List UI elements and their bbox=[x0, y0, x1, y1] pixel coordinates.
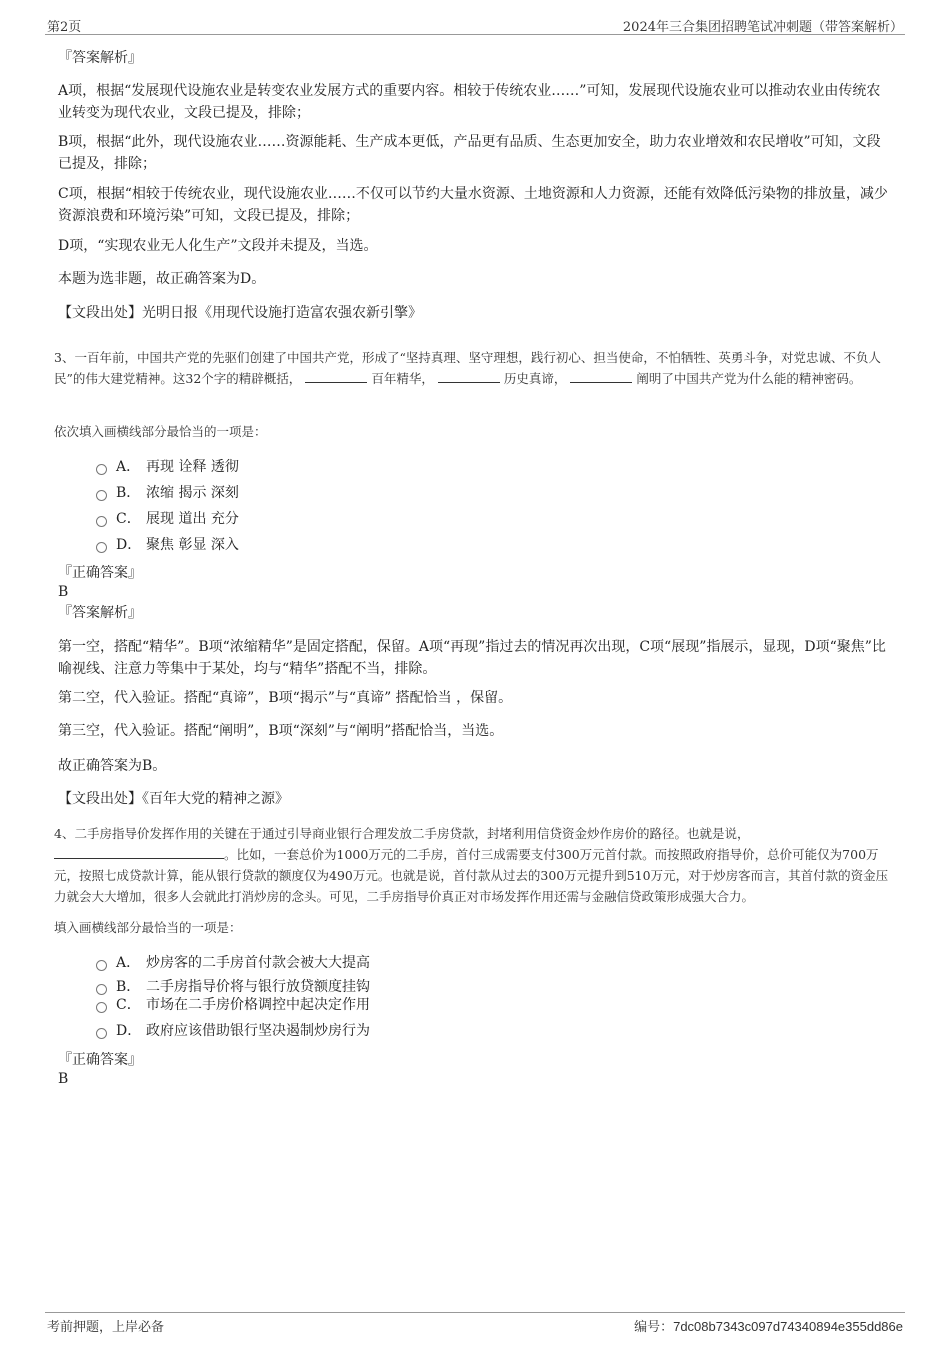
radio-icon[interactable] bbox=[96, 516, 107, 527]
document-id-label: 编号： bbox=[634, 1320, 674, 1335]
radio-icon[interactable] bbox=[96, 1028, 107, 1039]
q4-option-c[interactable] bbox=[96, 995, 370, 1015]
footer-slogan: 考前押题，上岸必备 bbox=[47, 1320, 165, 1335]
q3-answer: B bbox=[58, 584, 69, 600]
q3-prompt: 依次填入画横线部分最恰当的一项是： bbox=[54, 424, 267, 439]
q3-option-c[interactable] bbox=[96, 509, 239, 529]
q4-stem-part2: 。比如，一套总价为1000万元的二手房，首付三成需要支付300万元首付款。而按照政府指导价，总价可能仅为700万元，按照七成贷款计算，能从银行贷款的额度仅为490万元。也就是说，首付款从过去的300万元提升到510万元，对于炒房客而言，其首付款的资金压力就会大大增加，很多人会就此打消炒房的念头。可见，二手房指导价真正对市场发挥作用还需与金融信贷政策形成强大合力。 bbox=[54, 847, 889, 904]
option-text: 浓缩 揭示 深刻 bbox=[146, 485, 239, 501]
q4-option-d[interactable] bbox=[96, 1021, 370, 1041]
option-letter: B． bbox=[116, 979, 141, 995]
page-header bbox=[45, 14, 905, 35]
q3-stem-part4: 阐明了中国共产党为什么能的精神密码。 bbox=[636, 371, 862, 386]
q4-answer: B bbox=[58, 1071, 69, 1087]
q4-option-b[interactable] bbox=[96, 977, 370, 997]
q2-analysis-d: D项，“实现农业无人化生产”文段并未提及，当选。 bbox=[58, 238, 378, 254]
q3-analysis-label: 『答案解析』 bbox=[58, 605, 142, 621]
q3-stem-part2: 百年精华， bbox=[371, 371, 434, 386]
q2-analysis-a: A项，根据“发展现代设施农业是转变农业发展方式的重要内容。相较于传统农业……”可知，发展现代设施农业可以推动农业由传统农业转变为现代农业，文段已提及，排除； bbox=[58, 83, 881, 121]
page-number: 第2页 bbox=[47, 20, 82, 35]
q3-stem-part1: 3、一百年前，中国共产党的先驱们创建了中国共产党，形成了“坚持真理、坚守理想，践行初心、担当使命，不怕牺牲、英勇斗争，对党忠诚、不负人民”的伟大建党精神。这32个字的精辟概括， bbox=[54, 350, 881, 386]
q2-analysis-label: 『答案解析』 bbox=[58, 50, 142, 66]
q4-answer-label: 『正确答案』 bbox=[58, 1052, 142, 1068]
q3-option-d[interactable] bbox=[96, 535, 239, 555]
option-text: 政府应该借助银行坚决遏制炒房行为 bbox=[146, 1023, 370, 1039]
radio-icon[interactable] bbox=[96, 984, 107, 995]
option-letter: D． bbox=[116, 1023, 142, 1039]
q2-analysis-c: C项，根据“相较于传统农业，现代设施农业……不仅可以节约大量水资源、土地资源和人力资源，还能有效降低污染物的排放量，减少资源浪费和环境污染”可知，文段已提及，排除； bbox=[58, 186, 888, 224]
radio-icon[interactable] bbox=[96, 490, 107, 501]
q3-analysis-3: 第三空，代入验证。搭配“阐明”，B项“深刻”与“阐明”搭配恰当，当选。 bbox=[58, 723, 504, 739]
radio-icon[interactable] bbox=[96, 542, 107, 553]
q3-stem bbox=[54, 347, 894, 389]
radio-icon[interactable] bbox=[96, 960, 107, 971]
q4-prompt: 填入画横线部分最恰当的一项是： bbox=[54, 920, 242, 935]
option-letter: B． bbox=[116, 485, 141, 501]
q3-blank-3 bbox=[570, 370, 632, 383]
document-id-value: 7dc08b7343c097d74340894e355dd86e bbox=[673, 1319, 903, 1334]
option-text: 展现 道出 充分 bbox=[146, 511, 239, 527]
option-text: 再现 诠释 透彻 bbox=[146, 459, 239, 475]
q3-analysis-2: 第二空，代入验证。搭配“真谛”，B项“揭示”与“真谛” 搭配恰当 ，保留。 bbox=[58, 690, 513, 706]
page-footer bbox=[45, 1312, 905, 1337]
q3-blank-1 bbox=[305, 370, 367, 383]
q3-source: 【文段出处】《百年大党的精神之源》 bbox=[58, 791, 289, 807]
option-letter: C． bbox=[116, 511, 141, 527]
q3-blank-2 bbox=[438, 370, 500, 383]
option-letter: C． bbox=[116, 997, 141, 1013]
q4-stem bbox=[54, 823, 894, 907]
q3-option-a[interactable] bbox=[96, 457, 239, 477]
q2-source: 【文段出处】光明日报《用现代设施打造富农强农新引擎》 bbox=[58, 305, 422, 321]
q2-conclusion: 本题为选非题，故正确答案为D。 bbox=[58, 271, 266, 287]
q3-answer-label: 『正确答案』 bbox=[58, 565, 142, 581]
radio-icon[interactable] bbox=[96, 1002, 107, 1013]
option-letter: D． bbox=[116, 537, 142, 553]
q2-analysis-b: B项，根据“此外，现代设施农业……资源能耗、生产成本更低，产品更有品质、生态更加安全，助力农业增效和农民增收”可知，文段已提及，排除； bbox=[58, 134, 881, 172]
q4-stem-part1: 4、二手房指导价发挥作用的关键在于通过引导商业银行合理发放二手房贷款，封堵利用信贷资金炒作房价的路径。也就是说， bbox=[54, 826, 750, 841]
q3-analysis-4: 故正确答案为B。 bbox=[58, 758, 167, 774]
document-title: 2024年三合集团招聘笔试冲刺题（带答案解析） bbox=[622, 20, 903, 35]
option-text: 二手房指导价将与银行放贷额度挂钩 bbox=[146, 979, 370, 995]
q4-blank bbox=[54, 846, 224, 859]
option-text: 聚焦 彰显 深入 bbox=[146, 537, 239, 553]
q3-stem-part3: 历史真谛， bbox=[503, 371, 567, 386]
document-id bbox=[634, 1316, 903, 1335]
q3-analysis-1: 第一空，搭配“精华”。B项“浓缩精华”是固定搭配，保留。A项“再现”指过去的情况再次出现，C项“展现”指展示，显现，D项“聚焦”比喻视线、注意力等集中于某处，均与“精华”搭配不当，排除。 bbox=[58, 639, 886, 677]
q4-option-a[interactable] bbox=[96, 953, 370, 973]
radio-icon[interactable] bbox=[96, 464, 107, 475]
option-letter: A． bbox=[116, 955, 141, 971]
q3-option-b[interactable] bbox=[96, 483, 239, 503]
option-letter: A． bbox=[116, 459, 141, 475]
option-text: 市场在二手房价格调控中起决定作用 bbox=[146, 997, 370, 1013]
option-text: 炒房客的二手房首付款会被大大提高 bbox=[146, 955, 370, 971]
